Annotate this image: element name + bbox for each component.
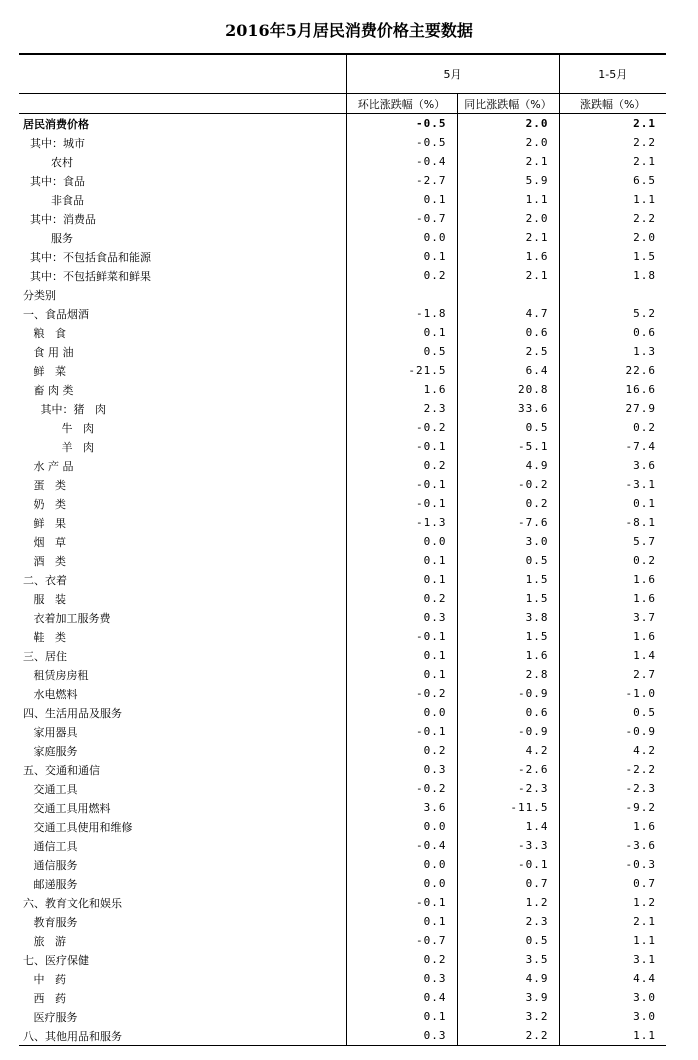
table-row [19, 513, 666, 532]
header-row-columns [19, 94, 666, 114]
value-mom: -0.4 [346, 836, 457, 855]
value-yoy: 0.5 [457, 931, 559, 950]
row-label: 烟 草 [23, 535, 66, 549]
value-cum: 1.1 [559, 190, 666, 209]
value-mom: 0.5 [346, 342, 457, 361]
table-row [19, 418, 666, 437]
header-row-groups [19, 54, 666, 94]
table-row [19, 912, 666, 931]
value-mom: -1.3 [346, 513, 457, 532]
value-cum: -9.2 [559, 798, 666, 817]
value-mom: -0.1 [346, 627, 457, 646]
value-yoy: 2.1 [457, 152, 559, 171]
value-mom: 0.2 [346, 456, 457, 475]
value-cum: 0.7 [559, 874, 666, 893]
value-yoy: 0.7 [457, 874, 559, 893]
row-label: 服 装 [23, 592, 66, 606]
value-yoy: -2.6 [457, 760, 559, 779]
value-cum: -2.2 [559, 760, 666, 779]
row-label: 居民消费价格 [23, 117, 89, 131]
value-mom: 0.2 [346, 266, 457, 285]
table-row [19, 931, 666, 950]
value-cum: 27.9 [559, 399, 666, 418]
value-yoy: -0.9 [457, 722, 559, 741]
table-row [19, 171, 666, 190]
value-yoy [457, 285, 559, 304]
value-yoy: 5.9 [457, 171, 559, 190]
table-row [19, 627, 666, 646]
header-col-yoy: 同比涨跌幅（%） [457, 94, 559, 114]
value-mom: -0.1 [346, 437, 457, 456]
value-cum: 3.0 [559, 988, 666, 1007]
value-yoy: 4.7 [457, 304, 559, 323]
value-yoy: -11.5 [457, 798, 559, 817]
row-label: 鲜 菜 [23, 364, 66, 378]
row-label: 交通工具使用和维修 [23, 820, 133, 834]
row-label: 交通工具 [23, 782, 78, 796]
value-mom: 0.3 [346, 1026, 457, 1046]
row-label: 旅 游 [23, 934, 66, 948]
row-label: 牛 肉 [23, 421, 94, 435]
value-mom: 0.0 [346, 817, 457, 836]
value-mom: -0.2 [346, 779, 457, 798]
value-mom: 0.1 [346, 323, 457, 342]
value-mom: 0.1 [346, 570, 457, 589]
value-cum: -3.1 [559, 475, 666, 494]
value-yoy: 1.1 [457, 190, 559, 209]
value-cum: 1.6 [559, 589, 666, 608]
table-row [19, 684, 666, 703]
row-label: 蛋 类 [23, 478, 66, 492]
value-mom: 0.0 [346, 874, 457, 893]
value-mom: 0.3 [346, 969, 457, 988]
table-row [19, 133, 666, 152]
value-yoy: 0.6 [457, 703, 559, 722]
table-row [19, 969, 666, 988]
header-blank-cell [19, 94, 346, 114]
value-yoy: -5.1 [457, 437, 559, 456]
value-cum: 4.4 [559, 969, 666, 988]
value-mom: 0.3 [346, 760, 457, 779]
value-cum: 16.6 [559, 380, 666, 399]
value-mom: 0.2 [346, 950, 457, 969]
value-cum: 0.5 [559, 703, 666, 722]
table-row [19, 589, 666, 608]
row-label: 通信工具 [23, 839, 78, 853]
row-label: 奶 类 [23, 497, 66, 511]
value-cum: -7.4 [559, 437, 666, 456]
value-cum: 1.1 [559, 1026, 666, 1046]
value-yoy: 1.5 [457, 627, 559, 646]
row-label: 其中：消费品 [23, 212, 96, 226]
row-label: 粮 食 [23, 326, 66, 340]
row-label: 鞋 类 [23, 630, 66, 644]
value-mom: 1.6 [346, 380, 457, 399]
row-label: 医疗服务 [23, 1010, 78, 1024]
value-mom: 0.0 [346, 532, 457, 551]
value-mom: -0.5 [346, 114, 457, 134]
value-cum: 0.6 [559, 323, 666, 342]
table-row [19, 608, 666, 627]
table-row [19, 570, 666, 589]
value-cum: -3.6 [559, 836, 666, 855]
value-yoy: 2.1 [457, 228, 559, 247]
row-label: 四、生活用品及服务 [23, 706, 122, 720]
row-label: 中 药 [23, 972, 66, 986]
value-cum: 3.0 [559, 1007, 666, 1026]
value-mom: 0.0 [346, 228, 457, 247]
value-mom: -0.1 [346, 722, 457, 741]
value-yoy: 3.2 [457, 1007, 559, 1026]
row-label: 三、居住 [23, 649, 67, 663]
table-row [19, 190, 666, 209]
row-label: 教育服务 [23, 915, 78, 929]
table-row [19, 760, 666, 779]
table-row [19, 817, 666, 836]
row-label: 通信服务 [23, 858, 78, 872]
row-label: 其中：城市 [23, 136, 85, 150]
value-mom: -0.2 [346, 418, 457, 437]
row-label: 邮递服务 [23, 877, 78, 891]
row-label: 其中：不包括鲜菜和鲜果 [23, 269, 151, 283]
value-yoy: 2.5 [457, 342, 559, 361]
value-yoy: 1.2 [457, 893, 559, 912]
value-cum: 1.6 [559, 570, 666, 589]
value-cum: 1.2 [559, 893, 666, 912]
table-row [19, 285, 666, 304]
value-yoy: 0.2 [457, 494, 559, 513]
table-row [19, 722, 666, 741]
row-label: 六、教育文化和娱乐 [23, 896, 122, 910]
value-mom: 0.0 [346, 855, 457, 874]
row-label: 七、医疗保健 [23, 953, 89, 967]
row-label: 服务 [23, 231, 73, 245]
row-label: 八、其他用品和服务 [19, 1026, 346, 1046]
value-yoy: 2.0 [457, 209, 559, 228]
value-mom: 0.1 [346, 646, 457, 665]
value-yoy: 33.6 [457, 399, 559, 418]
value-cum: 0.2 [559, 418, 666, 437]
table-row [19, 323, 666, 342]
value-cum: -0.9 [559, 722, 666, 741]
table-row [19, 494, 666, 513]
value-yoy: 4.9 [457, 456, 559, 475]
value-cum: 2.2 [559, 133, 666, 152]
table-row [19, 988, 666, 1007]
value-yoy: 2.0 [457, 133, 559, 152]
table-row [19, 836, 666, 855]
value-mom: 0.1 [346, 665, 457, 684]
value-cum: 2.7 [559, 665, 666, 684]
value-yoy: 2.3 [457, 912, 559, 931]
row-label: 酒 类 [23, 554, 66, 568]
value-mom: -1.8 [346, 304, 457, 323]
value-yoy: 3.5 [457, 950, 559, 969]
value-cum: -8.1 [559, 513, 666, 532]
table-row [19, 950, 666, 969]
row-label: 羊 肉 [23, 440, 94, 454]
header-group-jan-may: 1-5月 [559, 54, 666, 94]
row-label: 其中：食品 [23, 174, 85, 188]
value-cum: 0.1 [559, 494, 666, 513]
table-row [19, 304, 666, 323]
value-yoy: 4.9 [457, 969, 559, 988]
value-yoy: 1.5 [457, 570, 559, 589]
value-cum: 2.1 [559, 152, 666, 171]
value-yoy: 20.8 [457, 380, 559, 399]
value-mom: 2.3 [346, 399, 457, 418]
value-cum: 3.6 [559, 456, 666, 475]
row-label: 交通工具用燃料 [23, 801, 111, 815]
value-cum: -1.0 [559, 684, 666, 703]
value-yoy: 2.2 [457, 1026, 559, 1046]
header-col-mom: 环比涨跌幅（%） [346, 94, 457, 114]
row-label: 鲜 果 [23, 516, 66, 530]
value-yoy: -7.6 [457, 513, 559, 532]
row-label: 一、食品烟酒 [23, 307, 89, 321]
value-cum: 3.7 [559, 608, 666, 627]
table-row [19, 456, 666, 475]
header-blank-cell [19, 54, 346, 94]
table-row [19, 551, 666, 570]
value-cum: 2.2 [559, 209, 666, 228]
header-group-may: 5月 [346, 54, 559, 94]
value-cum: 1.6 [559, 817, 666, 836]
value-mom: -0.4 [346, 152, 457, 171]
row-label: 水 产 品 [23, 459, 74, 473]
value-mom: 0.1 [346, 1007, 457, 1026]
table-row [19, 665, 666, 684]
table-row [19, 798, 666, 817]
table-row [19, 532, 666, 551]
cpi-data-table [19, 53, 666, 1046]
value-cum: 1.5 [559, 247, 666, 266]
value-mom: 0.2 [346, 589, 457, 608]
row-label: 二、衣着 [23, 573, 67, 587]
value-cum: 1.3 [559, 342, 666, 361]
value-mom: 0.1 [346, 190, 457, 209]
value-cum: 0.2 [559, 551, 666, 570]
row-label: 非食品 [23, 193, 84, 207]
value-yoy: 2.8 [457, 665, 559, 684]
value-mom: 0.3 [346, 608, 457, 627]
value-mom [346, 285, 457, 304]
table-row [19, 475, 666, 494]
value-yoy: 3.0 [457, 532, 559, 551]
value-mom: 0.1 [346, 912, 457, 931]
value-mom: -0.2 [346, 684, 457, 703]
table-row [19, 399, 666, 418]
value-mom: 0.0 [346, 703, 457, 722]
value-mom: -0.5 [346, 133, 457, 152]
value-cum: 1.4 [559, 646, 666, 665]
table-row [19, 1007, 666, 1026]
row-label: 西 药 [23, 991, 66, 1005]
value-yoy: 3.8 [457, 608, 559, 627]
value-cum: 2.1 [559, 912, 666, 931]
table-row [19, 437, 666, 456]
value-cum: 2.1 [559, 114, 666, 134]
value-yoy: 1.6 [457, 646, 559, 665]
table-row [19, 874, 666, 893]
table-row [19, 741, 666, 760]
value-yoy: -0.9 [457, 684, 559, 703]
value-yoy: -2.3 [457, 779, 559, 798]
header-col-cum: 涨跌幅（%） [559, 94, 666, 114]
value-cum: 1.6 [559, 627, 666, 646]
value-cum: 4.2 [559, 741, 666, 760]
table-row [19, 380, 666, 399]
row-label: 分类别 [23, 288, 56, 302]
value-mom: -0.1 [346, 475, 457, 494]
value-cum [559, 285, 666, 304]
value-yoy: 0.6 [457, 323, 559, 342]
value-cum: 5.7 [559, 532, 666, 551]
value-cum: 1.1 [559, 931, 666, 950]
value-yoy: 0.5 [457, 418, 559, 437]
row-label: 衣着加工服务费 [23, 611, 111, 625]
table-row [19, 361, 666, 380]
table-row [19, 152, 666, 171]
value-yoy: -3.3 [457, 836, 559, 855]
row-label: 畜 肉 类 [23, 383, 74, 397]
row-label: 食 用 油 [23, 345, 74, 359]
value-mom: -0.7 [346, 209, 457, 228]
value-yoy: 0.5 [457, 551, 559, 570]
table-row [19, 703, 666, 722]
value-mom: 0.1 [346, 551, 457, 570]
value-yoy: -0.2 [457, 475, 559, 494]
table-row [19, 893, 666, 912]
value-yoy: 6.4 [457, 361, 559, 380]
value-mom: 0.2 [346, 741, 457, 760]
table-row [19, 228, 666, 247]
value-cum: 2.0 [559, 228, 666, 247]
value-cum: -0.3 [559, 855, 666, 874]
table-row [19, 247, 666, 266]
value-yoy: -0.1 [457, 855, 559, 874]
row-label: 家用器具 [23, 725, 78, 739]
row-label: 其中：不包括食品和能源 [23, 250, 151, 264]
table-row [19, 855, 666, 874]
table-row [19, 342, 666, 361]
cpi-table-container [19, 53, 666, 1046]
value-mom: -0.1 [346, 494, 457, 513]
value-cum: 3.1 [559, 950, 666, 969]
value-yoy: 3.9 [457, 988, 559, 1007]
value-yoy: 4.2 [457, 741, 559, 760]
value-cum: 6.5 [559, 171, 666, 190]
value-mom: -0.1 [346, 893, 457, 912]
value-yoy: 1.5 [457, 589, 559, 608]
table-row [19, 114, 666, 134]
page-title: 2016年5月居民消费价格主要数据 [225, 21, 473, 40]
value-mom: 0.4 [346, 988, 457, 1007]
row-label: 家庭服务 [23, 744, 78, 758]
value-mom: -2.7 [346, 171, 457, 190]
table-row [19, 209, 666, 228]
table-row [19, 266, 666, 285]
value-mom: 3.6 [346, 798, 457, 817]
table-row [19, 779, 666, 798]
value-yoy: 2.0 [457, 114, 559, 134]
value-cum: 5.2 [559, 304, 666, 323]
row-label: 农村 [23, 155, 73, 169]
value-yoy: 2.1 [457, 266, 559, 285]
value-yoy: 1.4 [457, 817, 559, 836]
value-mom: -21.5 [346, 361, 457, 380]
table-row [19, 646, 666, 665]
value-mom: -0.7 [346, 931, 457, 950]
value-mom: 0.1 [346, 247, 457, 266]
row-label: 其中：猪 肉 [23, 402, 106, 416]
row-label: 五、交通和通信 [23, 763, 100, 777]
value-yoy: 1.6 [457, 247, 559, 266]
row-label: 水电燃料 [23, 687, 78, 701]
row-label: 租赁房房租 [23, 668, 89, 682]
table-row [19, 1026, 666, 1046]
value-cum: -2.3 [559, 779, 666, 798]
value-cum: 1.8 [559, 266, 666, 285]
value-cum: 22.6 [559, 361, 666, 380]
